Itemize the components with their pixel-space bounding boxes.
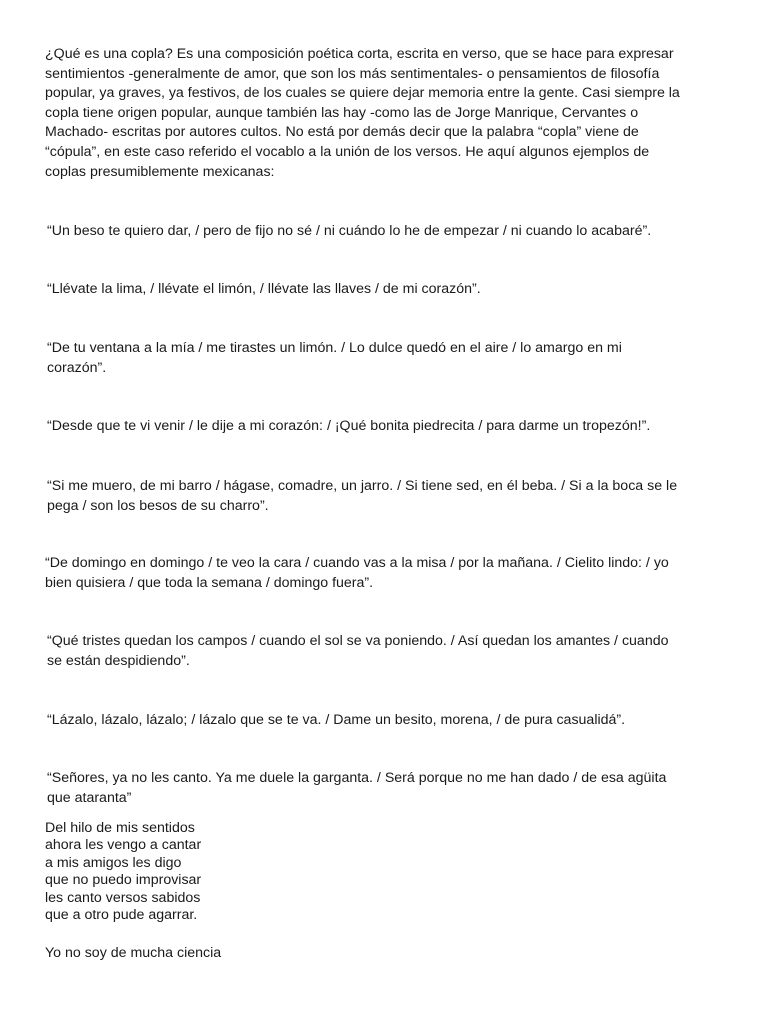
copla-4: “Desde que te vi venir / le dije a mi corazón: / ¡Qué bonita piedrecita / para darme un tropezón!”. xyxy=(47,418,651,434)
copla-5: “Si me muero, de mi barro / hágase, comadre, un jarro. / Si tiene sed, en él beba. / Si a la boca se le pega / son los besos de su charro”. xyxy=(47,478,678,514)
copla-1: “Un beso te quiero dar, / pero de fijo no sé / ni cuándo lo he de empezar / ni cuando lo acabaré”. xyxy=(47,223,652,239)
poem-stanza: Del hilo de mis sentidos ahora les vengo a cantar a mis amigos les digo que no puedo improvisar les canto versos sabidos que a otro pude agarrar. xyxy=(45,820,202,924)
copla-7: “Qué tristes quedan los campos / cuando el sol se va poniendo. / Así quedan los amantes / cuando se están despidiendo”. xyxy=(47,633,669,669)
copla-8: “Lázalo, lázalo, lázalo; / lázalo que se te va. / Dame un besito, morena, / de pura casualidá”. xyxy=(47,712,626,728)
closing-line: Yo no soy de mucha ciencia xyxy=(45,945,222,961)
intro-paragraph: ¿Qué es una copla? Es una composición poética corta, escrita en verso, que se hace para expresar sentimientos -generalmente de amor, que son los más sentimentales- o pensamientos de filosofía popular, ya graves, ya festivos, de los cuales se quiere dejar memoria entre la gente. Casi siempre la copla tiene origen popular, aunque también las hay -como las de Jorge Manrique, Cervantes o Machado- escritas por autores cultos. No está por demás decir que la palabra “copla” viene de “cópula”, en este caso referido el vocablo a la unión de los versos. He aquí algunos ejemplos de coplas presumiblemente mexicanas: xyxy=(45,46,680,180)
copla-9: “Señores, ya no les canto. Ya me duele la garganta. / Será porque no me han dado / de esa agüita que ataranta” xyxy=(47,770,667,806)
copla-6: “De domingo en domingo / te veo la cara / cuando vas a la misa / por la mañana. / Cielito lindo: / yo bien quisiera / que toda la semana / domingo fuera”. xyxy=(45,555,669,591)
copla-3: “De tu ventana a la mía / me tirastes un limón. / Lo dulce quedó en el aire / lo amargo en mi corazón”. xyxy=(47,340,622,376)
copla-2: “Llévate la lima, / llévate el limón, / llévate las llaves / de mi corazón”. xyxy=(47,281,481,297)
